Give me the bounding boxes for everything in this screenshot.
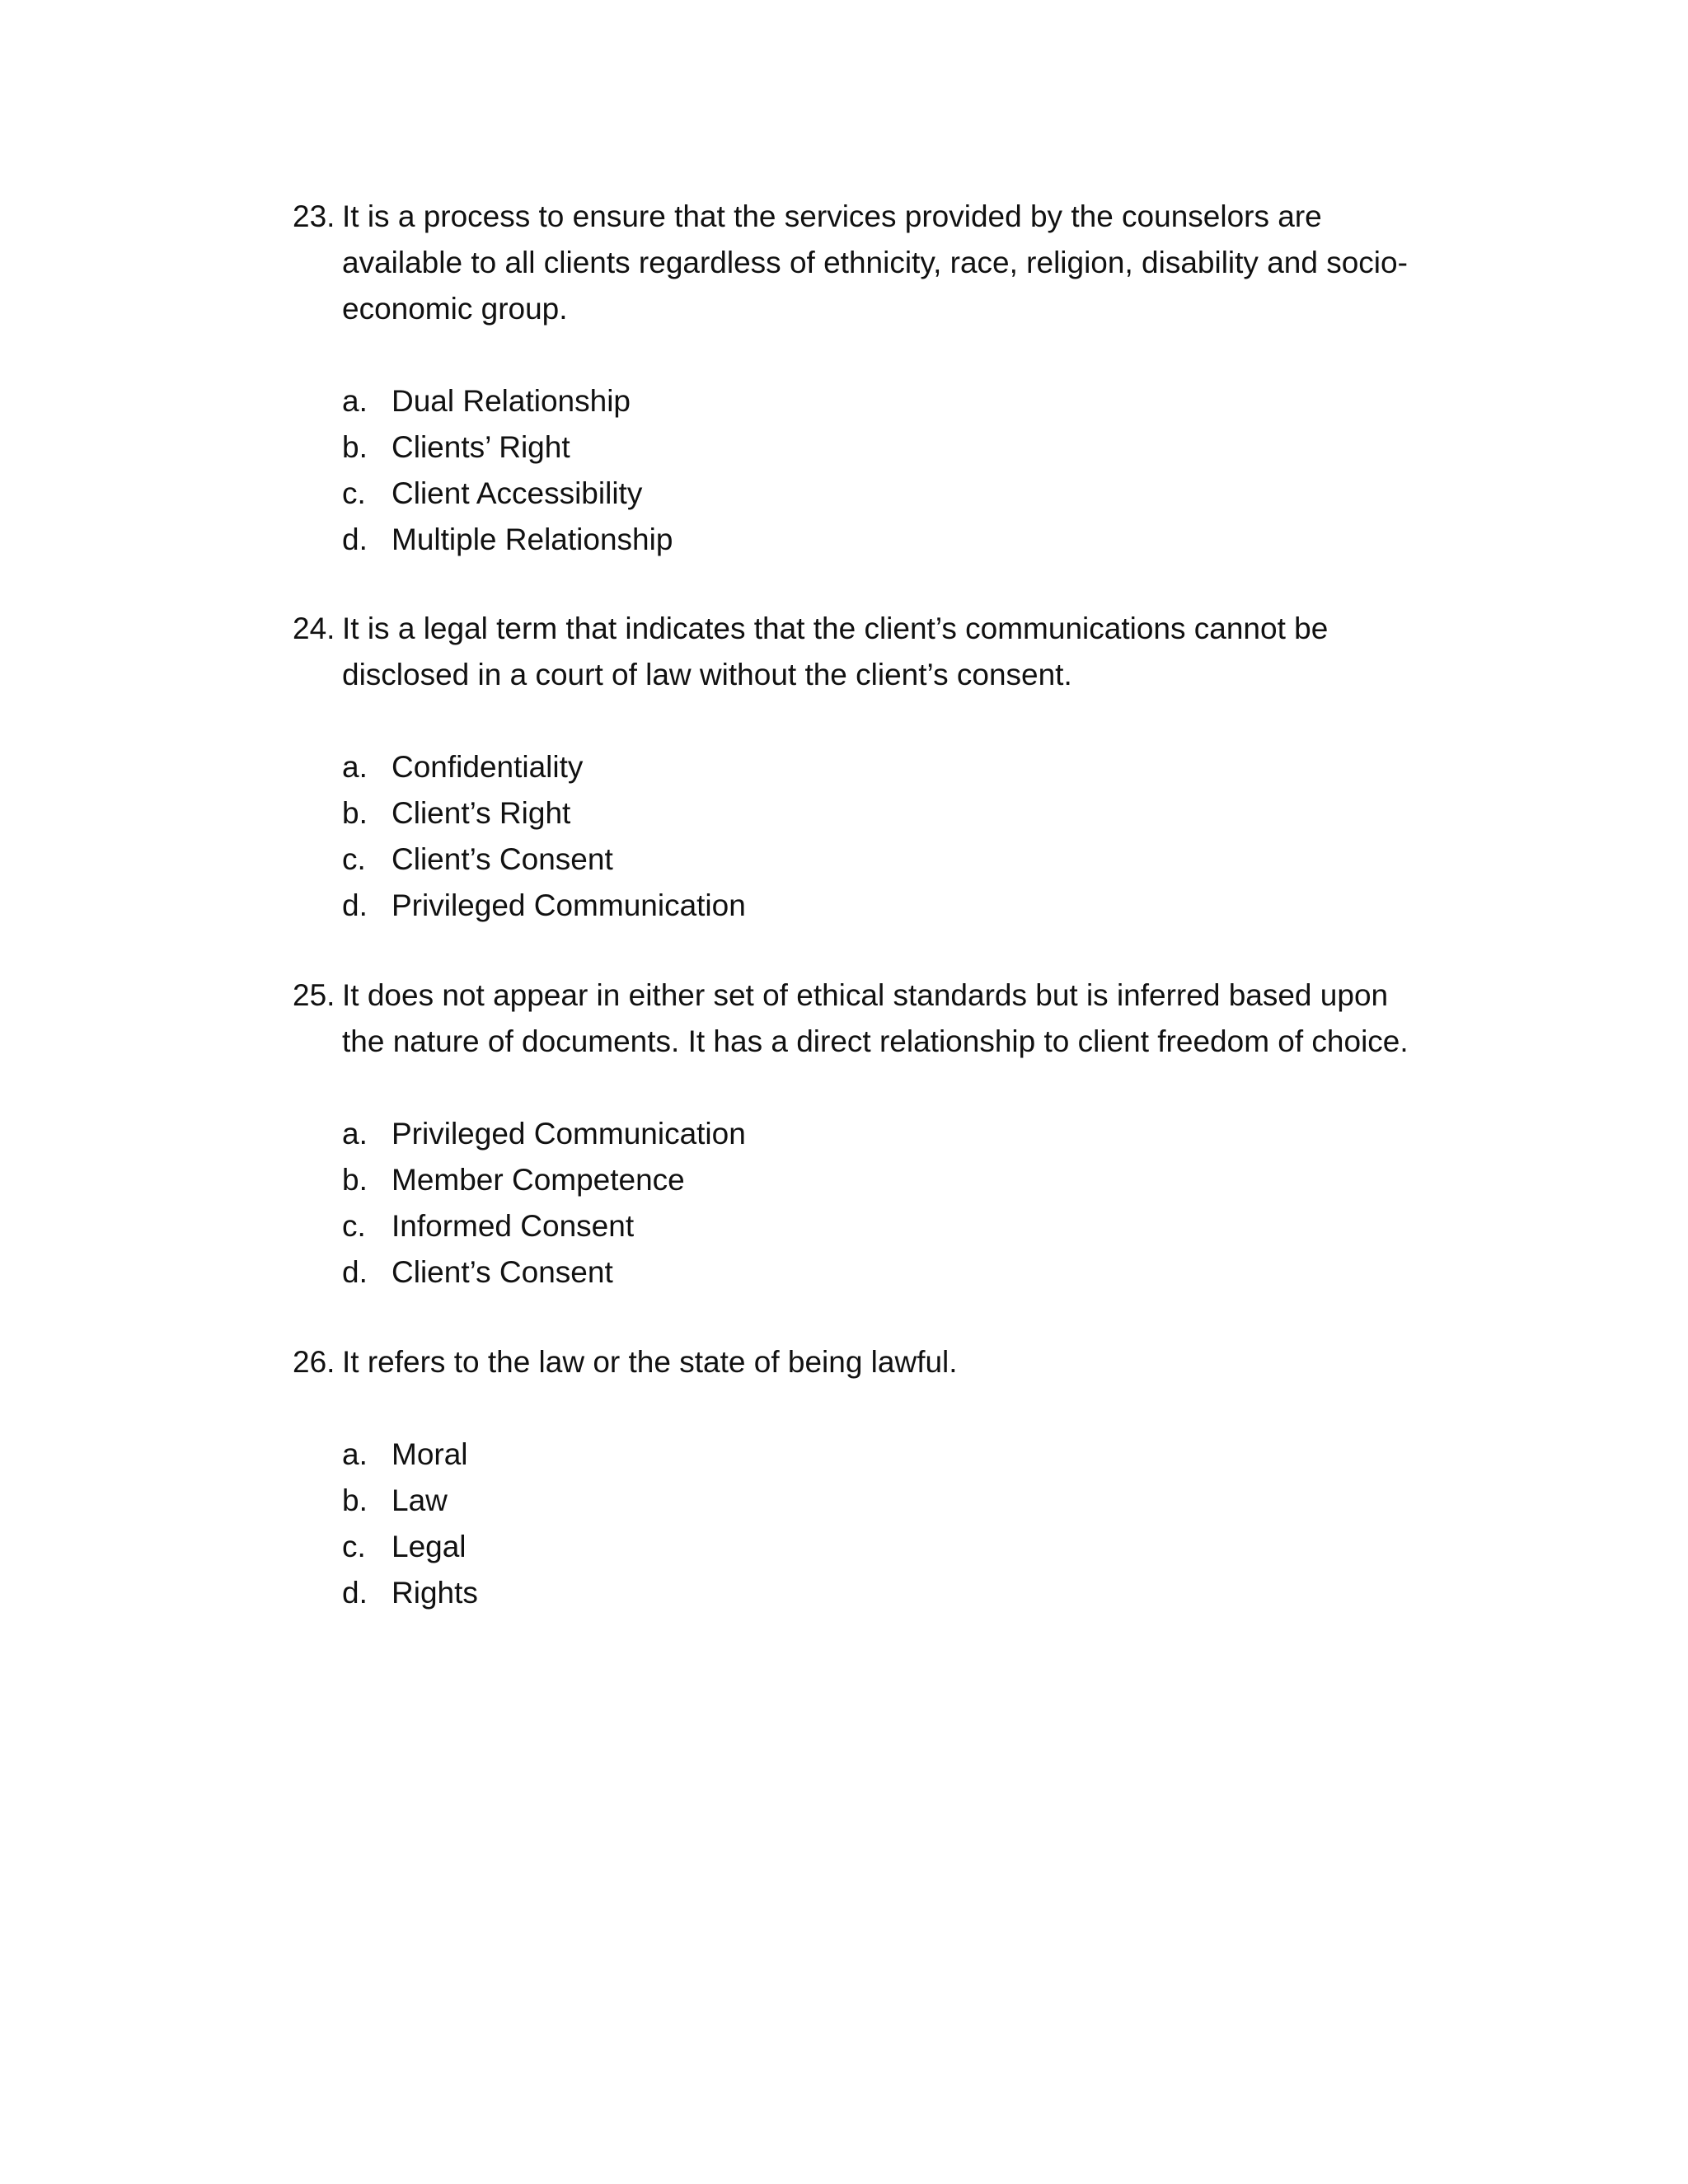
question-text: It refers to the law or the state of being lawful. [342,1345,958,1379]
option-letter: b. [342,1483,368,1517]
question-number: 24. [293,612,335,645]
answer-option [342,1157,1447,1203]
answer-option [342,837,1447,883]
question-text: It does not appear in either set of ethical standards but is inferred based upon the nature of documents. It has a direct relationship to client freedom of choice. [342,978,1409,1058]
answer-option [342,424,1447,471]
option-letter: a. [342,750,368,784]
question-number: 25. [293,978,335,1012]
option-text: Moral [392,1437,468,1471]
option-text: Clients’ Right [392,430,570,464]
option-text: Legal [392,1530,467,1563]
answer-option [342,1524,1447,1570]
question-26 [293,1339,1447,1616]
option-letter: d. [342,1255,368,1289]
answer-option [342,378,1447,424]
question-stem [293,194,1447,332]
option-letter: a. [342,384,368,418]
answer-option [342,471,1447,517]
option-text: Informed Consent [392,1209,635,1243]
answer-option [342,1111,1447,1157]
option-letter: d. [342,523,368,556]
answer-options [342,378,1447,563]
option-letter: c. [342,842,366,876]
option-text: Dual Relationship [392,384,631,418]
answer-options [342,1432,1447,1616]
option-text: Law [392,1483,448,1517]
question-number: 23. [293,199,335,233]
option-text: Rights [392,1576,478,1610]
option-text: Privileged Communication [392,888,746,922]
answer-option [342,883,1447,929]
option-text: Client’s Right [392,796,571,830]
answer-options [342,744,1447,929]
question-stem [293,972,1447,1065]
question-24 [293,606,1447,929]
option-letter: c. [342,1209,366,1243]
option-text: Privileged Communication [392,1117,746,1151]
question-text: It is a legal term that indicates that the client’s communications cannot be disclosed in a court of law without the client’s consent. [342,612,1329,691]
option-letter: b. [342,430,368,464]
option-letter: c. [342,476,366,510]
option-text: Multiple Relationship [392,523,673,556]
question-stem [293,1339,1447,1385]
option-text: Member Competence [392,1163,685,1197]
option-text: Client’s Consent [392,842,613,876]
answer-option [342,517,1447,563]
answer-option [342,1203,1447,1249]
option-letter: d. [342,888,368,922]
option-text: Confidentiality [392,750,584,784]
question-number: 26. [293,1345,335,1379]
answer-options [342,1111,1447,1296]
option-letter: d. [342,1576,368,1610]
answer-option [342,1478,1447,1524]
option-letter: b. [342,796,368,830]
option-letter: c. [342,1530,366,1563]
option-text: Client’s Consent [392,1255,613,1289]
answer-option [342,790,1447,837]
question-stem [293,606,1447,698]
option-text: Client Accessibility [392,476,643,510]
question-25 [293,972,1447,1296]
answer-option [342,1432,1447,1478]
answer-option [342,744,1447,790]
question-text: It is a process to ensure that the services provided by the counselors are available to all clients regardless of ethnicity, race, religion, disability and socio- economic group. [342,199,1408,326]
option-letter: a. [342,1437,368,1471]
answer-option [342,1249,1447,1296]
answer-option [342,1570,1447,1616]
option-letter: a. [342,1117,368,1151]
option-letter: b. [342,1163,368,1197]
question-23 [293,194,1447,563]
